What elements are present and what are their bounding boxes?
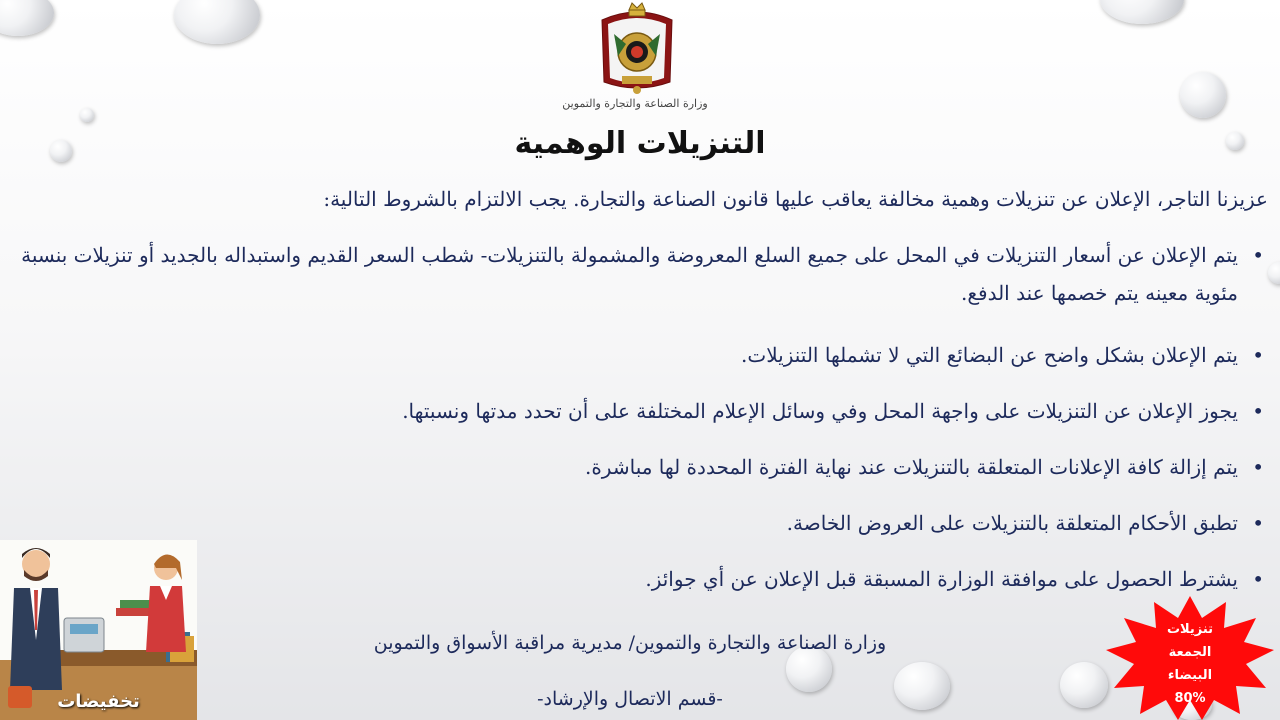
intro-paragraph: عزيزنا التاجر، الإعلان عن تنزيلات وهمية مخالفة يعاقب عليها قانون الصناعة والتجارة. يجب الالتزام بالشروط التالية: <box>323 187 1268 211</box>
list-item: • يشترط الحصول على موافقة الوزارة المسبقة قبل الإعلان عن أي جوائز. <box>0 560 1280 598</box>
water-drop <box>0 0 54 36</box>
water-drop <box>1180 72 1226 118</box>
water-drop <box>1100 0 1184 24</box>
shop-illustration <box>0 540 197 720</box>
badge-line: تنزيلات <box>1166 622 1214 637</box>
water-drop <box>1226 132 1244 150</box>
badge-text <box>1140 618 1240 710</box>
badge-line: البيضاء <box>1167 668 1213 683</box>
list-item: • تطبق الأحكام المتعلقة بالتنزيلات على العروض الخاصة. <box>0 504 1280 542</box>
list-item: • يجوز الإعلان عن التنزيلات على واجهة المحل وفي وسائل الإعلام المختلفة على أن تحدد مدتها ونسبتها. <box>0 392 1280 430</box>
water-drop <box>894 662 950 710</box>
footer-ministry-line: وزارة الصناعة والتجارة والتموين/ مديرية مراقبة الأسواق والتموين <box>373 632 887 654</box>
footer-department-line: -قسم الاتصال والإرشاد- <box>537 688 723 710</box>
ministry-logo-text: وزارة الصناعة والتجارة والتموين <box>562 97 708 110</box>
water-drop <box>174 0 260 44</box>
water-drop <box>50 140 72 162</box>
list-item: • يتم الإعلان بشكل واضح عن البضائع التي لا تشملها التنزيلات. <box>0 336 1280 374</box>
list-item: • يتم إزالة كافة الإعلانات المتعلقة بالتنزيلات عند نهاية الفترة المحددة لها مباشرة. <box>0 448 1280 486</box>
discounts-label: تخفيضات <box>57 691 140 712</box>
badge-line: 80% <box>1174 691 1206 706</box>
water-drop <box>80 108 94 122</box>
water-drop <box>1060 662 1108 708</box>
page-title: التنزيلات الوهمية <box>514 126 766 161</box>
coat-of-arms-emblem <box>596 0 678 96</box>
list-item: • يتم الإعلان عن أسعار التنزيلات في المحل على جميع السلع المعروضة والمشمولة بالتنزيلات- شطب السعر القديم واستبداله بالجديد أو تنزيلات بنسبة مئوية معينه يتم خصمها عند الدفع. <box>0 236 1280 312</box>
badge-line: الجمعة <box>1168 645 1212 660</box>
